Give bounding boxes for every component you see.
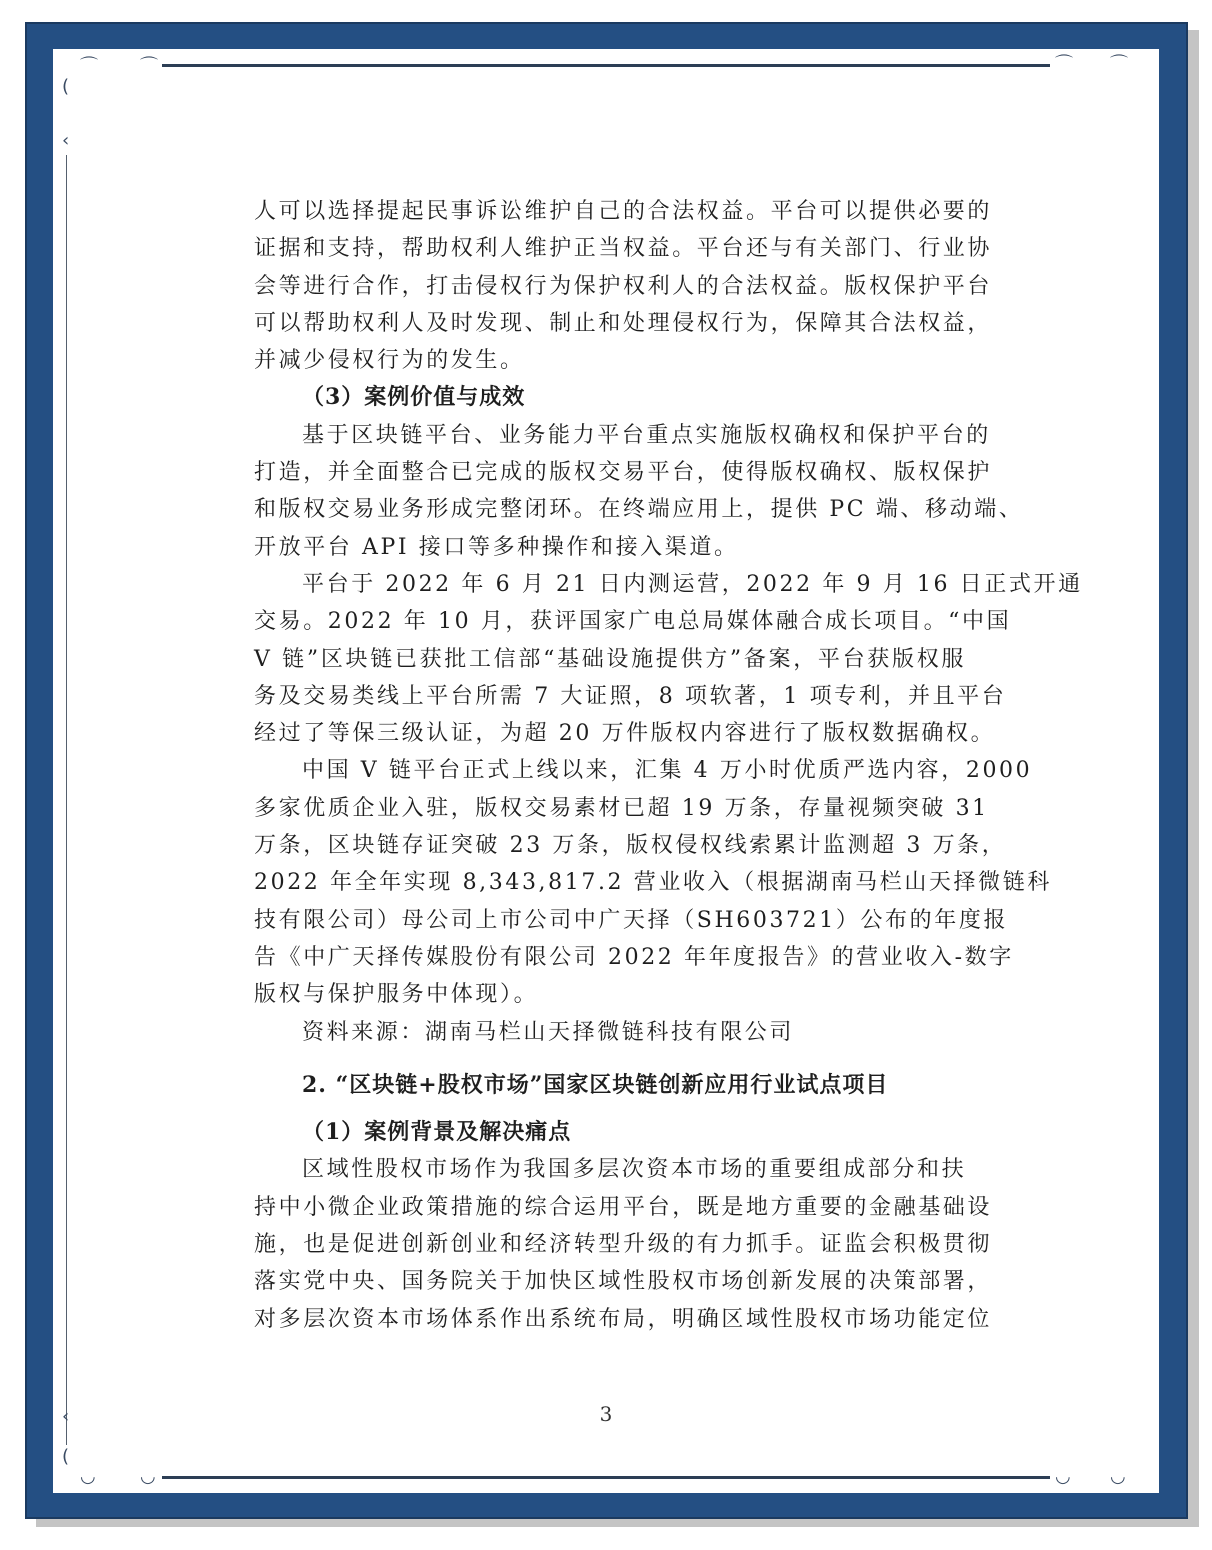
text-line: 告《中广天择传媒股份有限公司 2022 年年度报告》的营业收入-数字 <box>254 944 1014 970</box>
text-line: 版权与保护服务中体现）。 <box>254 982 539 1008</box>
corner-ornament-icon: ◡ <box>1110 1466 1126 1487</box>
text-line: 持中小微企业政策措施的综合运用平台，既是地方重要的金融基础设 <box>254 1194 993 1220</box>
text-line: 开放平台 API 接口等多种操作和接入渠道。 <box>254 534 739 560</box>
text-line: 落实党中央、国务院关于加快区域性股权市场创新发展的决策部署， <box>254 1269 993 1295</box>
text-line: 中国 V 链平台正式上线以来，汇集 4 万小时优质严选内容，2000 <box>302 758 1033 784</box>
paragraph <box>254 1151 993 1337</box>
corner-ornament-icon: ◡ <box>80 1466 96 1487</box>
text-line: 区域性股权市场作为我国多层次资本市场的重要组成部分和扶 <box>302 1157 967 1183</box>
text-line: V 链”区块链已获批工信部“基础设施提供方”备案，平台获版权服 <box>254 646 966 672</box>
decorative-rule-top <box>162 64 1050 67</box>
text-line: 和版权交易业务形成完整闭环。在终端应用上，提供 PC 端、移动端、 <box>254 497 1024 523</box>
paragraph <box>254 566 1083 752</box>
corner-ornament-icon: ⌒ <box>1110 54 1128 75</box>
source-note: 资料来源：湖南马栏山天择微链科技有限公司 <box>302 1019 795 1045</box>
subheading-case-value: （3）案例价值与成效 <box>302 384 526 411</box>
paragraph <box>254 417 1024 566</box>
page-number: 3 <box>599 1402 613 1426</box>
text-line: 务及交易类线上平台所需 7 大证照，8 项软著，1 项专利，并且平台 <box>254 683 1007 709</box>
corner-ornament-icon: ◡ <box>140 1466 156 1487</box>
corner-ornament-icon: ( <box>62 1446 70 1467</box>
document-body <box>254 193 1083 1338</box>
corner-ornament-icon: ⌒ <box>140 56 158 77</box>
text-line: 技有限公司）母公司上市公司中广天择（SH603721）公布的年度报 <box>254 907 1009 933</box>
corner-ornament-icon: ‹ <box>62 130 70 151</box>
text-line: 人可以选择提起民事诉讼维护自己的合法权益。平台可以提供必要的 <box>254 199 993 224</box>
decorative-rule-bottom <box>162 1476 1050 1479</box>
text-line: 基于区块链平台、业务能力平台重点实施版权确权和保护平台的 <box>302 422 991 448</box>
text-line: 可以帮助权利人及时发现、制止和处理侵权行为，保障其合法权益， <box>254 310 993 336</box>
subheading-case-background: （1）案例背景及解决痛点 <box>302 1119 572 1146</box>
text-line: 施，也是促进创新创业和经济转型升级的有力抓手。证监会积极贯彻 <box>254 1232 993 1258</box>
text-line: 对多层次资本市场体系作出系统布局，明确区域性股权市场功能定位 <box>254 1306 993 1332</box>
text-line: 2022 年全年实现 8,343,817.2 营业收入（根据湖南马栏山天择微链科 <box>254 870 1052 896</box>
corner-ornament-icon: ( <box>62 76 70 97</box>
text-line: 证据和支持，帮助权利人维护正当权益。平台还与有关部门、行业协 <box>254 236 993 262</box>
paragraph <box>254 752 1052 1013</box>
text-line: 打造，并全面整合已完成的版权交易平台，使得版权确权、版权保护 <box>254 460 993 486</box>
text-line: 会等进行合作，打击侵权行为保护权利人的合法权益。版权保护平台 <box>254 273 993 299</box>
section-heading: 2. “区块链+股权市场”国家区块链创新应用行业试点项目 <box>302 1071 889 1098</box>
text-line: 并减少侵权行为的发生。 <box>254 348 525 374</box>
text-line: 经过了等保三级认证，为超 20 万件版权内容进行了版权数据确权。 <box>254 721 996 747</box>
corner-ornament-icon: ‹ <box>62 1406 70 1427</box>
corner-ornament-icon: ⌒ <box>80 56 98 77</box>
text-line: 万条，区块链存证突破 23 万条，版权侵权线索累计监测超 3 万条， <box>254 833 1007 859</box>
text-line: 多家优质企业入驻，版权交易素材已超 19 万条，存量视频突破 31 <box>254 795 989 821</box>
corner-ornament-icon: ◡ <box>1055 1466 1071 1487</box>
decorative-rule-left <box>66 155 67 1445</box>
text-line: 交易。2022 年 10 月，获评国家广电总局媒体融合成长项目。“中国 <box>254 609 1012 635</box>
text-line: 平台于 2022 年 6 月 21 日内测运营，2022 年 9 月 16 日正式开通 <box>302 571 1083 597</box>
paragraph-continuation <box>254 193 993 379</box>
corner-ornament-icon: ⌒ <box>1055 54 1073 75</box>
